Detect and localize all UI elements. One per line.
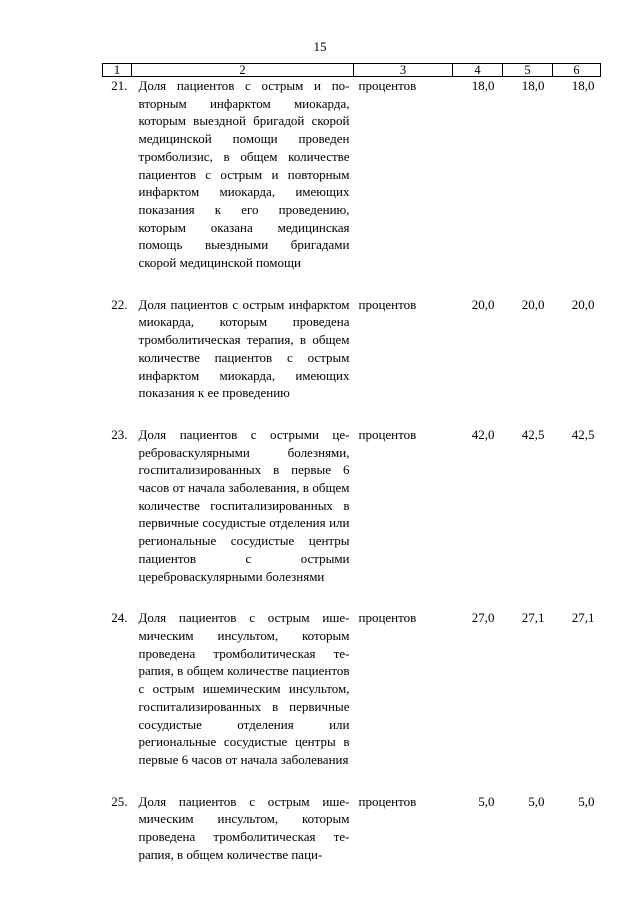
row-number: 25. [111,793,128,809]
column-header-2: 2 [132,64,354,77]
column-number-row [103,64,601,77]
value-column-4: 18,0 [471,78,495,93]
table-row [103,793,601,864]
page-number: 15 [313,39,327,54]
column-header-3: 3 [354,64,453,77]
value-column-4: 27,0 [471,610,495,626]
value-column-5: 20,0 [521,296,545,312]
table-row [103,609,601,792]
row-number: 23. [111,426,128,442]
indicator-description: Доля пациентов с острым ишемическим инсультом, которым проведена тромболитическая терапия, в общем количестве паци- [138,793,350,862]
column-header-1: 1 [103,64,132,77]
unit-of-measure: процентов [358,793,417,809]
table-row [103,296,601,426]
row-number: 22. [111,296,128,312]
row-number: 21. [111,78,128,93]
value-column-4: 5,0 [478,793,495,809]
row-number: 24. [111,610,128,626]
indicator-description: Доля пациентов с острыми цереброваскулярными болезнями, госпитализированных в первые 6 часов от начала заболевания, в общем количестве госпитализированных в первичные сосудистые отделения или региональные сосудистые центры пациентов с острыми цереброваскулярными болезнями [138,426,350,584]
table-row [103,426,601,609]
column-header-6: 6 [553,64,601,77]
value-column-6: 20,0 [571,296,595,312]
value-column-5: 18,0 [521,78,545,93]
column-header-5: 5 [503,64,553,77]
value-column-4: 20,0 [471,296,495,312]
indicator-description: Доля пациентов с острым и повторным инфарктом миокарда, которым выездной бригадой скорой медицинской помощи проведен тромболизис, в общем количестве пациентов с острым и повторным инфарктом миокарда, имеющих показания к его проведению, которым оказана медицинская помощь выездными бригадами скорой медицинской помощи [138,78,350,271]
value-column-5: 42,5 [521,426,545,442]
value-column-5: 5,0 [528,793,545,809]
unit-of-measure: процентов [358,610,417,626]
value-column-6: 18,0 [571,78,595,93]
indicators-table [102,63,601,863]
table-row [103,77,601,296]
value-column-6: 5,0 [578,793,595,809]
value-column-6: 27,1 [571,610,595,626]
indicator-description: Доля пациентов с острым ишемическим инсультом, которым проведена тромболитическая терапия, в общем количестве пациентов с острым ишемическим инсультом, госпитализированных в первичные сосудистые отделения или региональные сосудистые центры в первые 6 часов от начала заболевания [138,610,350,767]
indicator-description: Доля пациентов с острым инфарктом миокарда, которым проведена тромболитическая терапия, в общем количестве пациентов с острым инфарктом миокарда, имеющих показания к ее проведению [138,296,350,401]
value-column-4: 42,0 [471,426,495,442]
unit-of-measure: процентов [358,78,417,93]
value-column-6: 42,5 [571,426,595,442]
unit-of-measure: процентов [358,426,417,442]
value-column-5: 27,1 [521,610,545,626]
column-header-4: 4 [453,64,503,77]
unit-of-measure: процентов [358,296,417,312]
